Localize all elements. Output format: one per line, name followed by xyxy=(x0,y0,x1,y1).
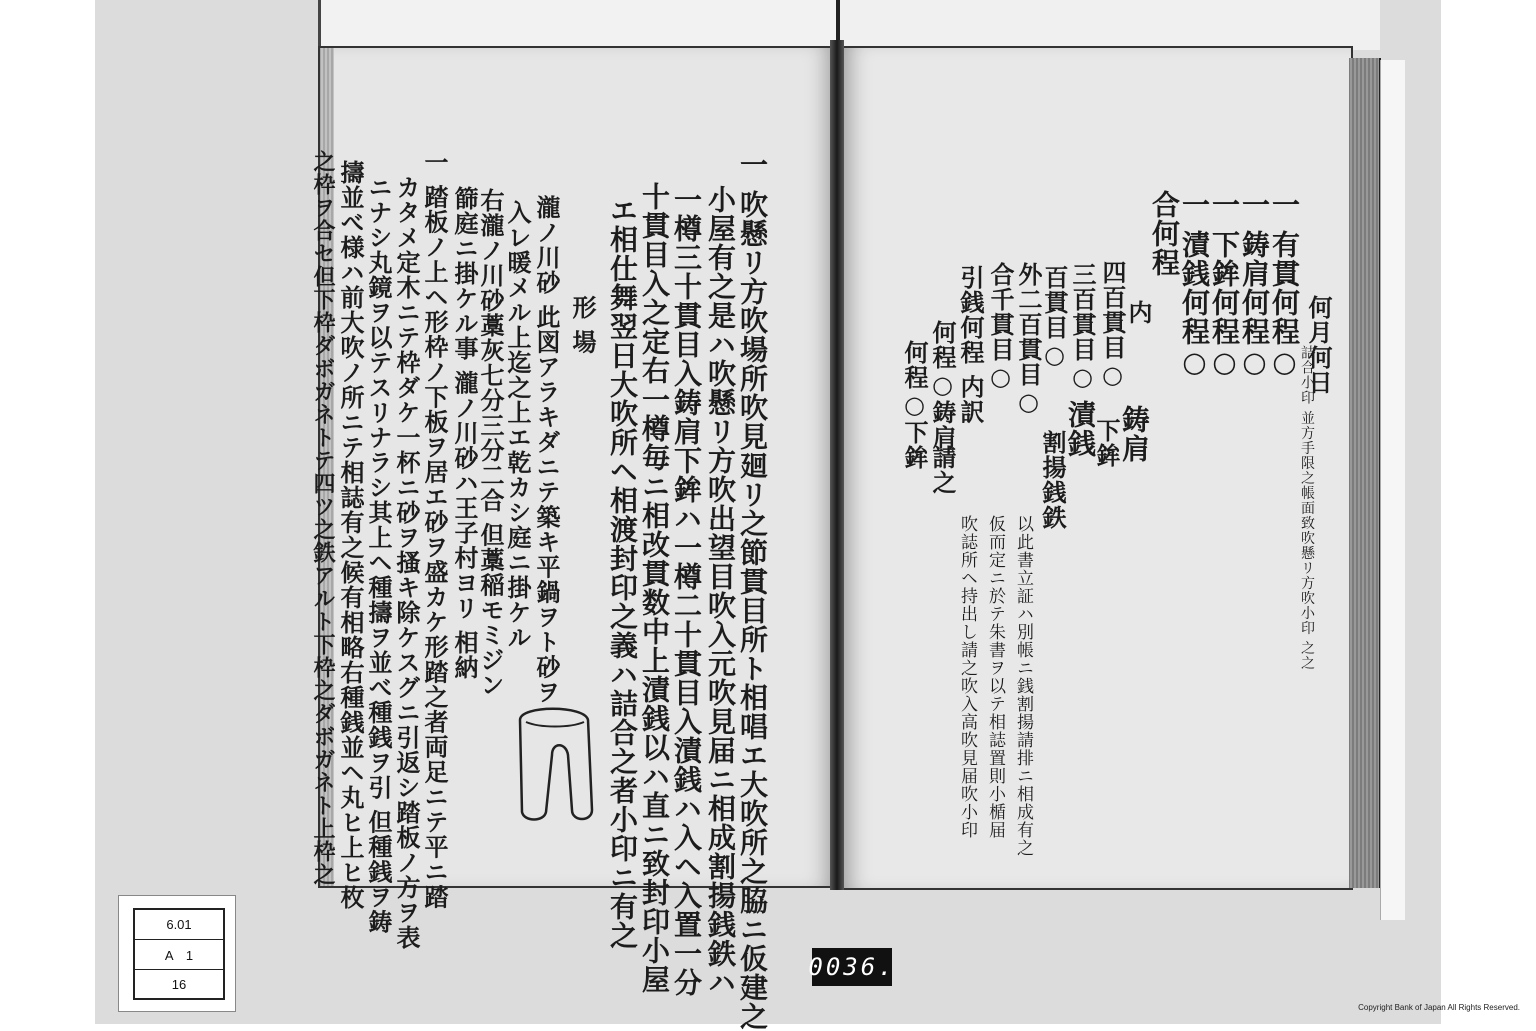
mold-diagram xyxy=(500,700,605,825)
right-col-1: 一 有貫何程○ xyxy=(1268,190,1301,380)
left-col-5: エ相仕舞翌日大吹所ヘ相渡封印之義ハ詰合之者小印ニ有之 xyxy=(606,196,639,950)
left-col-9: 篩庭ニ掛ケル事 瀧ノ川砂ハ王子村ヨリ 相納 xyxy=(450,186,479,680)
book-top-edge xyxy=(318,0,881,48)
right-margin xyxy=(1441,0,1536,1024)
left-col-6: 瀧ノ川砂 此図アラキダニテ築キ平鍋ヲト砂ヲ xyxy=(532,195,561,705)
right-item-wariage: 割揚銭鉄 xyxy=(1038,430,1067,530)
right-item-tsukezeni: 漬銭 xyxy=(1064,400,1097,458)
left-col-11: カタメ定木ニテ枠ダケ一杯ニ砂ヲ搔キ除ケスグニ引返シ踏板ノ方ヲ表 xyxy=(392,175,421,950)
label-row-1: 6.01 xyxy=(135,910,223,940)
left-margin xyxy=(0,0,95,1024)
frame-counter: 0036. xyxy=(812,948,892,986)
right-col-4: 一 漬銭何程○ xyxy=(1178,190,1211,380)
right-col-13: 何程○鋳肩 xyxy=(928,320,957,450)
right-col-6: 内 xyxy=(1124,300,1153,325)
left-col-4: 十貫目入之定右一樽毎ニ相改貫数中上漬銭以ハ直ニ致封印小屋 xyxy=(638,182,671,994)
left-col-7: 入レ暖メル上迄之上エ乾カシ庭ニ掛ケル xyxy=(503,200,532,650)
left-col-14: 之枠ヲ合セ但下枠ダボガネトテ四ツ之鉄アルト下枠之ダボガネト上枠之 xyxy=(310,150,336,886)
right-col-14: 何程○下鉾 xyxy=(900,340,929,470)
label-row-3: 16 xyxy=(171,977,187,992)
left-col-3: 一樽三十貫目入鋳肩下鉾ハ一樽二十貫目入漬銭ハ入ヘ入置一分 xyxy=(670,185,703,997)
left-col-13: 擣並べ様ハ前大吹ノ所ニテ相誌有之候有相略右種銭並ヘ丸ヒ上ヒ枚 xyxy=(336,160,365,910)
right-page-edge xyxy=(1349,58,1381,888)
right-col-7: 四百貫目○ xyxy=(1098,260,1127,390)
right-item-ikata: 鋳肩 xyxy=(1118,405,1151,463)
right-note-3: 吹誌所ヘ持出し請之吹入高吹見届吹小印 xyxy=(957,515,977,839)
label-row-2: A 1 xyxy=(135,940,223,970)
right-col-12: 引銭何程 内訳 xyxy=(956,265,985,425)
right-col-10: 外二百貫目○ xyxy=(1014,262,1043,417)
left-col-10: 一 踏板ノ上ヘ形枠ノ下板ヲ居エ砂ヲ盛カケ形踏之者両足ニテ平ニ踏 xyxy=(420,150,449,910)
right-header-date: 何月何日 xyxy=(1304,295,1333,395)
right-col-8: 三百貫目○ xyxy=(1068,262,1097,392)
right-col-5: 合何程 xyxy=(1148,190,1181,277)
right-item-shimohoko: 下鉾 xyxy=(1092,418,1121,468)
right-col-3: 一 下鉾何程○ xyxy=(1208,190,1241,380)
left-col-12: ニナシ丸鏡ヲ以テスリナラシ其上ヘ種擣ヲ並べ種銭ヲ引 但種銭ヲ鋳 xyxy=(364,175,393,935)
archive-label-card xyxy=(118,895,236,1012)
left-col-1: 一 吹懸リ方吹場所吹見廻リ之節貫目所ト相唱エ大吹所之脇ニ仮建之 xyxy=(736,150,769,1031)
right-col-2: 一 鋳肩何程○ xyxy=(1238,190,1271,380)
left-col-2: 小屋有之是ハ吹懸リ方吹出望目吹入元吹見届ニ相成割揚銭鉄ハ xyxy=(704,185,737,997)
right-note-4: 請之 xyxy=(928,445,957,495)
copyright-notice: Copyright Bank of Japan All Rights Reserved. xyxy=(1358,1003,1520,1012)
page-stack xyxy=(1380,60,1405,920)
right-header-note: 詰合小印 並方手限之帳面致吹懸リ方吹小印 之之 xyxy=(1299,345,1315,671)
archive-label-grid xyxy=(133,908,225,1000)
book-top-edge-right xyxy=(836,0,1380,50)
left-col-8: 右瀧ノ川砂藁灰七分三分二合 但藁稲モミジン xyxy=(476,188,505,698)
left-heading: 形 場 xyxy=(568,295,597,355)
right-note-1: 以此書立証ハ別帳ニ銭割揚請排ニ相成有之 xyxy=(1013,515,1033,857)
right-col-9: 百貫目○ xyxy=(1040,265,1069,370)
right-note-2: 仮而定ニ於テ朱書ヲ以テ相誌置則小楯届 xyxy=(985,515,1005,839)
book-gutter xyxy=(830,40,844,890)
right-col-11: 合千貫目○ xyxy=(986,262,1015,392)
